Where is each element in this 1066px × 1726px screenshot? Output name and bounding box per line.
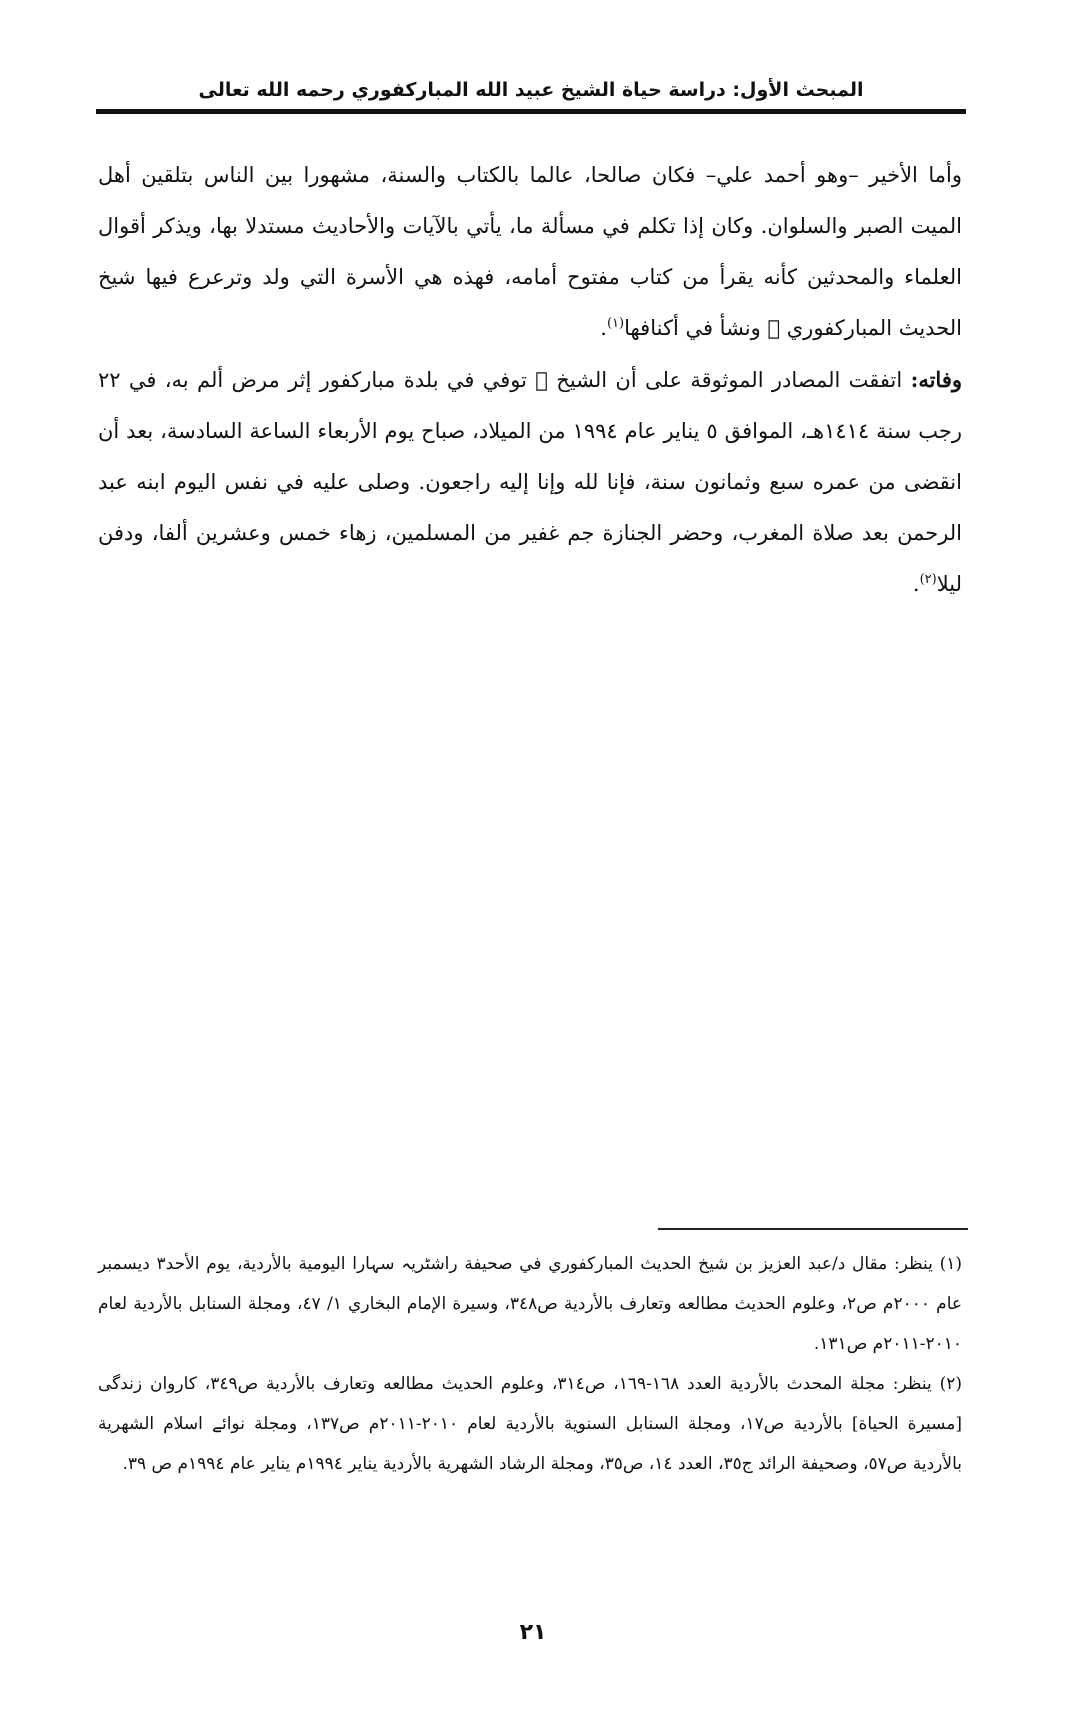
paragraph-family bbox=[98, 150, 962, 354]
header-divider bbox=[96, 109, 966, 114]
death-heading: وفاته: bbox=[910, 367, 962, 392]
running-header: المبحث الأول: دراسة حياة الشيخ عبيد الله المباركفوري رحمه الله تعالى bbox=[198, 79, 864, 101]
footnote-2 bbox=[98, 1364, 962, 1484]
footnote-ref-1[interactable]: (١) bbox=[606, 316, 625, 331]
footnotes bbox=[98, 1244, 962, 1484]
footnote-1-text: ينظر: مقال د/عبد العزيز بن شيخ الحديث المباركفوري في صحيفة راشٹریہ سہارا اليومية بالأردية، يوم الأحد٣ ديسمبر عام ٢٠٠٠م ص٢، وعلوم الحديث مطالعه وتعارف بالأردية ص٣٤٨، وسيرة الإمام البخاري ١/ ٤٧، ومجلة السنابل بالأردية لعام ٢٠١٠-٢٠١١م ص١٣١. bbox=[98, 1254, 963, 1354]
main-text bbox=[98, 150, 962, 610]
footnote-2-marker: (٢) bbox=[939, 1374, 962, 1394]
footnote-1 bbox=[98, 1244, 962, 1364]
footnote-separator bbox=[658, 1228, 968, 1230]
footnote-2-text: ينظر: مجلة المحدث بالأردية العدد ١٦٨-١٦٩، ص٣١٤، وعلوم الحديث مطالعه وتعارف بالأردية ص٣٤٩، كاروان زندگی [مسيرة الحياة] بالأردية ص١٧، ومجلة السنابل السنوية بالأردية لعام ٢٠١٠-٢٠١١م ص١٣٧، ومجلة نوائے اسلام الشهرية بالأردية ص٥٧، وصحيفة الرائد ج٣٥، العدد ١٤، ص٣٥، ومجلة الرشاد الشهرية بالأردية يناير ١٩٩٤م يناير عام ١٩٩٤م ص ٣٩. bbox=[98, 1374, 962, 1474]
paragraph-death bbox=[98, 354, 962, 610]
paragraph-family-text: وأما الأخير –وهو أحمد علي– فكان صالحا، عالما بالكتاب والسنة، مشهورا بين الناس بتلقين أهل الميت الصبر والسلوان. وكان إذا تكلم في مسألة ما، يأتي بالآيات والأحاديث مستدلا بها، ويذكر أقوال العلماء والمحدثين كأنه يقرأ من كتاب مفتوح أمامه، فهذه هي الأسرة التي ولد وترعرع فيها شيخ الحديث المباركفوري ﷫ ونشأ في أكنافها bbox=[98, 163, 962, 340]
paragraph-death-end: . bbox=[912, 572, 920, 596]
page-number: ٢١ bbox=[519, 1620, 547, 1645]
paragraph-death-text: اتفقت المصادر الموثوقة على أن الشيخ ﷫ توفي في بلدة مباركفور إثر مرض ألم به، في ٢٢ رجب سنة ١٤١٤هـ، الموافق ٥ يناير عام ١٩٩٤ من الميلاد، صباح يوم الأربعاء الساعة السادسة، بعد أن انقضى من عمره سبع وثمانون سنة، فإنا لله وإنا إليه راجعون. وصلى عليه في نفس اليوم ابنه عبد الرحمن بعد صلاة المغرب، وحضر الجنازة جم غفير من المسلمين، زهاء خمس وعشرين ألفا، ودفن ليلا bbox=[98, 368, 962, 596]
footnote-ref-2[interactable]: (٢) bbox=[919, 572, 937, 587]
paragraph-family-end: . bbox=[600, 316, 607, 340]
footnote-1-marker: (١) bbox=[939, 1254, 962, 1274]
